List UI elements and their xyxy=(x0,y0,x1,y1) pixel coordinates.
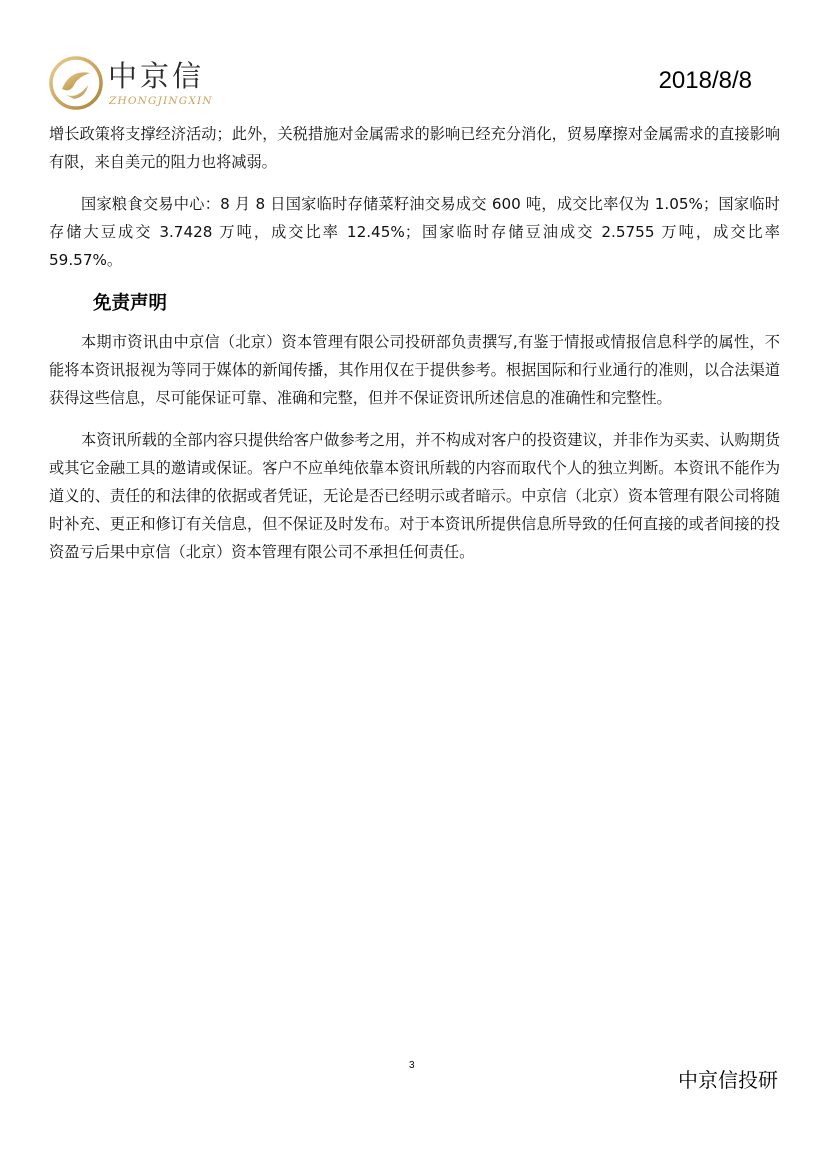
logo-english-text: ZHONGJINGXIN xyxy=(109,95,213,107)
disclaimer-heading: 免责声明 xyxy=(93,293,168,314)
logo-emblem-icon xyxy=(48,55,104,111)
disclaimer-paragraph-2: 本资讯所载的全部内容只提供给客户做参考之用，并不构成对客户的投资建议，并非作为买卖、认购期货或其它金融工具的邀请或保证。客户不应单纯依靠本资讯所载的内容而取代个人的独立判断。本资讯不能作为道义的、责任的和法律的依据或者凭证，无论是否已经明示或者暗示。中京信（北京）资本管理有限公司将随时补充、更正和修订有关信息，但不保证及时发布。对于本资讯所提供信息所导致的任何直接的或者间接的投资盈亏后果中京信（北京）资本管理有限公司不承担任何责任。 xyxy=(49,431,780,561)
logo-chinese-text: 中京信 xyxy=(108,59,205,93)
document-body xyxy=(49,120,780,566)
disclaimer-paragraph-1: 本期市资讯由中京信（北京）资本管理有限公司投研部负责撰写,有鉴于情报或情报信息科学的属性，不能将本资讯报视为等同于媒体的新闻传播，其作用仅在于提供参考。根据国际和行业通行的准则，以合法渠道获得这些信息，尽可能保证可靠、准确和完整，但并不保证资讯所述信息的准确性和完整性。 xyxy=(49,333,780,407)
paragraph-grain-exchange: 国家粮食交易中心：8 月 8 日国家临时存储菜籽油交易成交 600 吨，成交比率仅为 1.05%；国家临时存储大豆成交 3.7428 万吨，成交比率 12.45%；国家临时存储豆油成交 2.5755 万吨，成交比率 59.57%。 xyxy=(49,195,780,269)
paragraph-continued: 增长政策将支撑经济活动；此外，关税措施对金属需求的影响已经充分消化，贸易摩擦对金属需求的直接影响有限，来自美元的阻力也将减弱。 xyxy=(49,125,780,171)
report-date: 2018/8/8 xyxy=(658,67,752,94)
footer-brand: 中京信投研 xyxy=(678,1068,778,1092)
page-number: 3 xyxy=(409,1060,415,1071)
company-logo xyxy=(48,55,238,117)
